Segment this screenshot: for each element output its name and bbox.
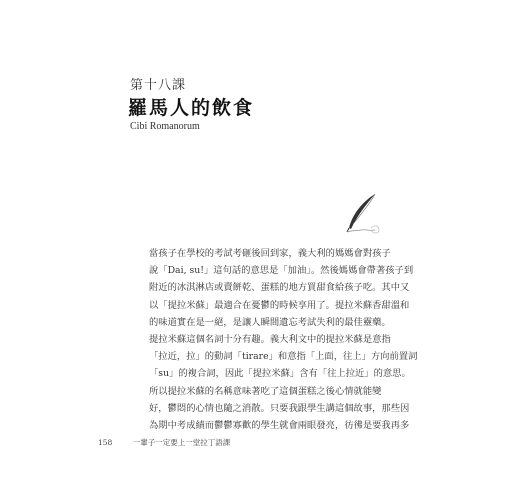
text-line: 「拉近，拉」的動詞「tirare」和意指「上面，往上」方向前置詞 [149,351,418,363]
lesson-number: 第十八課 [130,78,187,93]
paragraph-1 [131,245,414,331]
lesson-title: 羅馬人的飲食 [128,97,255,119]
text-line: 說「Dai, su!」這句話的意思是「加油」。然後媽媽會帶著孩子到 [149,265,414,277]
text-line: 提拉米蘇這個名詞十分有趣。義大利文中的提拉米蘇是意指 [149,334,391,346]
text-line: 為期中考成績而鬱鬱寡歡的學生就會兩眼發亮，彷彿是要我再多 [149,420,410,432]
text-line: 好，鬱悶的心情也隨之消散。只要我跟學生講這個故事，那些因 [149,402,410,414]
quill-icon [335,190,393,236]
paragraph-2 [131,331,418,383]
text-line: 的味道實在是一絕，是讓人瞬間遺忘考試失利的最佳靈藥。 [149,316,391,328]
page-footer [98,437,230,448]
text-line: 當孩子在學校的考試考砸後回到家，義大利的媽媽會對孩子 [149,248,391,259]
text-line: 所以提拉米蘇的名稱意味著吃了這個蛋糕之後心情就能變 [149,385,382,397]
lesson-subtitle: Cibi Romanorum [130,121,200,132]
running-title: 一輩子一定要上一堂拉丁語課 [132,438,231,447]
paragraph-3 [131,383,410,435]
text-line: 附近的冰淇淋店或賣餅乾、蛋糕的地方買甜食給孩子吃。其中又 [149,282,410,294]
text-line: 以「提拉米蘇」最適合在憂鬱的時候享用了。提拉米蘇香甜溫和 [149,299,410,311]
page-number: 158 [98,438,113,447]
body-text [131,245,418,434]
text-line: 「su」的複合詞，因此「提拉米蘇」含有「往上拉近」的意思。 [149,368,411,380]
